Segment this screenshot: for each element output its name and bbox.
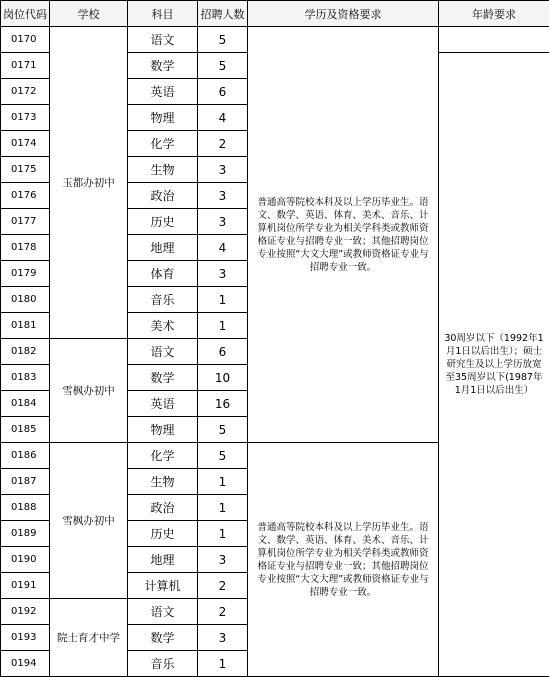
table-row [1,27,549,53]
row-subject: 历史 [128,521,198,547]
row-subject: 语文 [128,599,198,625]
row-code: 0193 [1,625,50,651]
school-cell: 雪枫办初中 [50,443,128,599]
requirement-cell: 普通高等院校本科及以上学历毕业生。语文、数学、英语、体育、美术、音乐、计算机岗位所学专业为相关学科类或教师资格证专业与招聘专业一致；其他招聘岗位专业按照“大文大理”或教师资格证专业与招聘专业一致。 [248,27,439,443]
row-code: 0173 [1,105,50,131]
row-code: 0170 [1,27,50,53]
row-subject: 物理 [128,105,198,131]
row-count: 1 [198,313,248,339]
row-count: 3 [198,183,248,209]
row-subject: 地理 [128,235,198,261]
header-subject: 科目 [128,1,198,27]
row-count: 6 [198,79,248,105]
row-count: 16 [198,391,248,417]
row-subject: 数学 [128,365,198,391]
row-code: 0191 [1,573,50,599]
row-subject: 体育 [128,261,198,287]
row-code: 0190 [1,547,50,573]
row-count: 3 [198,157,248,183]
row-count: 10 [198,365,248,391]
row-count: 2 [198,131,248,157]
row-count: 4 [198,235,248,261]
row-count: 3 [198,261,248,287]
age-cell-blank [439,27,549,53]
row-subject: 生物 [128,469,198,495]
row-subject: 生物 [128,157,198,183]
school-cell: 院士育才中学 [50,599,128,677]
row-count: 6 [198,339,248,365]
row-count: 1 [198,287,248,313]
row-code: 0176 [1,183,50,209]
row-count: 1 [198,651,248,677]
header-school: 学校 [50,1,128,27]
row-subject: 音乐 [128,287,198,313]
row-code: 0177 [1,209,50,235]
row-subject: 英语 [128,391,198,417]
row-subject: 历史 [128,209,198,235]
row-subject: 语文 [128,339,198,365]
row-code: 0183 [1,365,50,391]
row-count: 1 [198,495,248,521]
row-subject: 化学 [128,443,198,469]
row-subject: 英语 [128,79,198,105]
row-code: 0174 [1,131,50,157]
header-row [1,1,549,27]
row-count: 3 [198,625,248,651]
row-code: 0181 [1,313,50,339]
row-code: 0189 [1,521,50,547]
row-subject: 数学 [128,53,198,79]
row-code: 0184 [1,391,50,417]
row-count: 1 [198,469,248,495]
row-code: 0187 [1,469,50,495]
row-code: 0186 [1,443,50,469]
header-code: 岗位代码 [1,1,50,27]
header-age: 年龄要求 [439,1,549,27]
header-requirement: 学历及资格要求 [248,1,439,27]
row-count: 5 [198,443,248,469]
row-code: 0175 [1,157,50,183]
row-count: 5 [198,417,248,443]
row-subject: 政治 [128,495,198,521]
row-subject: 美术 [128,313,198,339]
row-count: 5 [198,53,248,79]
row-subject: 地理 [128,547,198,573]
row-code: 0194 [1,651,50,677]
row-count: 4 [198,105,248,131]
row-code: 0192 [1,599,50,625]
row-count: 2 [198,599,248,625]
row-count: 1 [198,521,248,547]
row-code: 0188 [1,495,50,521]
row-count: 3 [198,209,248,235]
row-subject: 化学 [128,131,198,157]
row-subject: 数学 [128,625,198,651]
age-requirement-cell: 30周岁以下（1992年1月1日以后出生）；硕士研究生及以上学历放宽至35周岁以下(1987年1月1日以后出生） [439,53,549,677]
row-code: 0171 [1,53,50,79]
school-cell: 雪枫办初中 [50,339,128,443]
row-count: 3 [198,547,248,573]
row-subject: 政治 [128,183,198,209]
row-count: 2 [198,573,248,599]
row-subject: 计算机 [128,573,198,599]
row-subject: 音乐 [128,651,198,677]
school-cell: 玉都办初中 [50,27,128,339]
row-code: 0185 [1,417,50,443]
requirement-cell: 普通高等院校本科及以上学历毕业生。语文、数学、英语、体育、美术、音乐、计算机岗位所学专业为相关学科类或教师资格证专业与招聘专业一致；其他招聘岗位专业按照“大文大理”或教师资格证专业与招聘专业一致。 [248,443,439,677]
row-code: 0179 [1,261,50,287]
row-subject: 物理 [128,417,198,443]
row-code: 0182 [1,339,50,365]
row-code: 0178 [1,235,50,261]
row-count: 5 [198,27,248,53]
row-code: 0180 [1,287,50,313]
row-subject: 语文 [128,27,198,53]
header-count: 招聘人数 [198,1,248,27]
row-code: 0172 [1,79,50,105]
